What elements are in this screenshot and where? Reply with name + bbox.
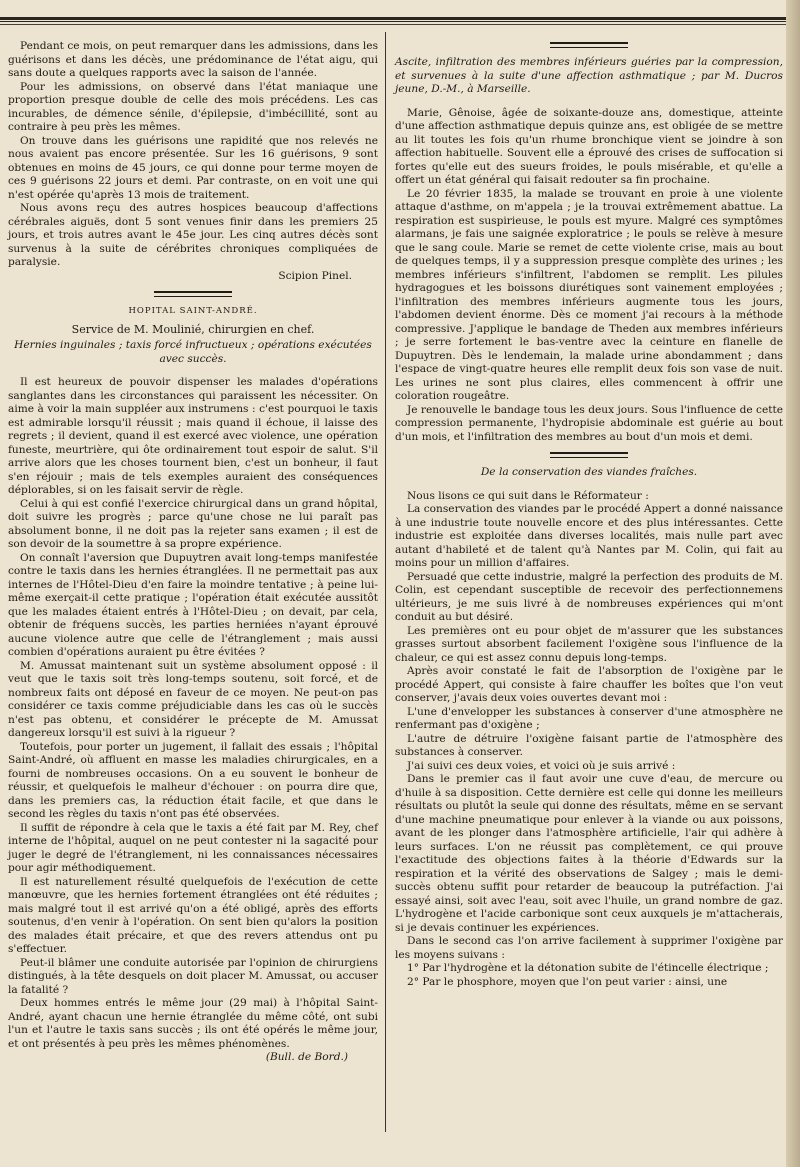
paragraph: Il est heureux de pouvoir dispenser les malades d'opérations sanglantes dans les circonstances qui paraissent les nécessiter. On aime à voir la main suppléer aux instrumens : c'est pourquoi le taxis est admirable lorsqu'il réussit ; mais quand il échoue, il laisse des regrets ; il devient, quand il est exercé avec violence, une opération funeste, meurtrière, qui ôte ordinairement tout espoir de salut. S'il arrive alors que les choses tournent bien, c'est un bonheur, il faut s'en réjouir ; mais de tels exemples auraient des conséquences déplorables, si on les faisait servir de règle. — [8, 376, 378, 496]
paragraph: Dans le second cas l'on arrive facilement à supprimer l'oxigène par les moyens suivans : — [395, 935, 783, 961]
paragraph: Nous lisons ce qui suit dans le Réformateur : — [407, 489, 649, 502]
spacer — [8, 366, 378, 376]
paragraph: Je renouvelle le bandage tous les deux jours. Sous l'influence de cette compression permanente, l'hydropisie abdominale est guérie au bout d'un mois, et l'infiltration des membres au bout d'un mois et demi. — [395, 403, 783, 443]
paragraph: Peut-il blâmer une conduite autorisée par l'opinion de chirurgiens distingués, à la tête desquels on doit placer M. Amussat, ou accuser la fatalité ? — [8, 956, 378, 996]
section-separator — [154, 291, 232, 297]
paragraph: 1° Par l'hydrogène et la détonation subite de l'étincelle électrique ; — [407, 962, 769, 974]
paragraph: M. Amussat maintenant suit un système absolument opposé : il veut que le taxis soit très long-temps soutenu, soit forcé, et de nombreux faits ont déposé en faveur de ce moyen. Ne peut-on pas considérer ce taxis comme préjudiciable dans les cas où le succès n'est pas obtenu, et considérer le précepte de M. Amussat dangereux lorsqu'il est suivi à la rigueur ? — [8, 659, 378, 739]
topic-heading: Hernies inguinales ; taxis forcé infructueux ; opérations exécutées avec succès. — [14, 339, 372, 365]
paragraph: L'autre de détruire l'oxigène faisant partie de l'atmosphère des substances à conserver. — [395, 732, 783, 758]
paragraph: Marie, Gênoise, âgée de soixante-douze ans, domestique, atteinte d'une affection asthmatique depuis quinze ans, est obligée de se mettre au lit toutes les fois qu'un rhume bronchique vient se joindre à son affection habituelle. Souvent elle a éprouvé des crises de suffocation si fortes qu'elle eut des sueurs froides, le pouls misérable, et qu'elle a offert un état général qui faisait redouter sa fin prochaine. — [395, 106, 783, 186]
paragraph: On connaît l'aversion que Dupuytren avait long-temps manifestée contre le taxis dans les hernies étranglées. Il ne permettait pas aux internes de l'Hôtel-Dieu d'en faire la moindre tentative ; à peine lui-même exerçait-il cette pratique ; l'opération était exécutée aussitôt que les malades étaient entrés à l'Hôtel-Dieu ; on devait, par cela, obtenir de fréquens succès, les parties herniées n'ayant éprouvé aucune violence autre que celle de l'étranglement ; mais aussi combien d'opérations auraient pu être évitées ? — [8, 551, 378, 658]
case-title: Ascite, infiltration des membres inférieurs guéries par la compression, et survenues à la suite d'une affection asthmatique ; par M. Ducros jeune, D.-M., à Marseille. — [395, 56, 783, 95]
paragraph: L'une d'envelopper les substances à conserver d'une atmosphère ne renfermant pas d'oxigène ; — [395, 705, 783, 731]
source-citation: (Bull. de Bord.) — [265, 1051, 348, 1063]
paragraph: Le 20 février 1835, la malade se trouvant en proie à une violente attaque d'asthme, on m'appela ; je la trouvai extrêmement abattue. La respiration est suspirieuse, le pouls est myure. Malgré ces symptômes alarmans, je fais une saignée exploratrice ; le pouls se relève à mesure que le sang coule. Marie se remet de cette violente crise, mais au bout de quelques temps, il y a suppression presque complète des urines ; les membres inférieurs s'infiltrent, l'abdomen se remplit. Les pilules hydragogues et les boissons diurétiques sont vainement employées ; l'infiltration des membres inférieurs augmente tous les jours, l'abdomen devient énorme. Dès ce moment j'ai recours à la méthode compressive. J'applique le bandage de Theden aux membres inférieurs ; je serre fortement le bas-ventre avec la ceinture en flanelle de Dupuytren. Dès le lendemain, la malade urine abondamment ; dans l'espace de vingt-quatre heures elle remplit deux fois son vase de nuit. Les urines ne sont plus claires, elles commencent à offrir une coloration rougeâtre. — [395, 187, 783, 402]
paragraph: La conservation des viandes par le procédé Appert a donné naissance à une industrie toute nouvelle encore et des plus intéressantes. Cette industrie est exploitée dans diverses localités, mais nulle part avec autant d'habileté et de talent qu'à Nantes par M. Colin, qui fait au moins pour un million d'affaires. — [395, 503, 783, 569]
section-separator — [550, 452, 628, 458]
conservation-title: De la conservation des viandes fraîches. — [480, 466, 698, 478]
hospital-heading: HOPITAL SAINT-ANDRÉ. — [128, 306, 258, 316]
paragraph: Il est naturellement résulté quelquefois de l'exécution de cette manœuvre, que les hernies fortement étranglées ont été réduites ; mais malgré tout il est arrivé qu'on a été obligé, après des efforts soutenus, d'en venir à l'opération. On sent bien qu'alors la position des malades était précaire, et que des revers attendus ont pu s'effectuer. — [8, 875, 378, 955]
service-heading: Service de M. Moulinié, chirurgien en chef. — [71, 322, 315, 336]
paragraph: On trouve dans les guérisons une rapidité que nos relevés ne nous avaient pas encore présentée. Sur les 16 guérisons, 9 sont obtenues en moins de 45 jours, ce qui donne pour terme moyen de ces 9 guérisons 22 jours et demi. Par contraste, on en voit une qui n'est opérée qu'après 13 mois de traitement. — [8, 134, 378, 201]
top-double-rule — [0, 17, 800, 22]
paragraph: Après avoir constaté le fait de l'absorption de l'oxigène par le procédé Appert, qui consiste à faire chauffer les boîtes que l'on veut conserver, j'avais deux voies ouvertes devant moi : — [395, 665, 783, 704]
column-divider — [385, 32, 386, 1132]
paragraph: Il suffit de répondre à cela que le taxis a été fait par M. Rey, chef interne de l'hôpital, auquel on ne peut contester ni la sagacité pour juger le degré de l'étranglement, ni les connaissances nécessaires pour agir méthodiquement. — [8, 821, 378, 874]
paragraph: J'ai suivi ces deux voies, et voici où je suis arrivé : — [407, 759, 676, 772]
paragraph: Pour les admissions, on observé dans l'état maniaque une proportion presque double de celle des mois précédens. Les cas incurables, de démence sénile, d'épilepsie, d'imbécillité, sont au contraire à peu près les mêmes. — [8, 80, 378, 133]
section-separator — [550, 42, 628, 48]
paragraph: Dans le premier cas il faut avoir une cuve d'eau, de mercure ou d'huile à sa disposition. Cette dernière est celle qui donne les meilleurs résultats ou plutôt la seule qui donne des résultats, même en se servant d'une machine pneumatique pour enlever à la viande ou aux poissons, avant de les plonger dans l'atmosphère artificielle, l'air qui adhère à leurs surfaces. L'on ne réussit pas complètement, ce qui prouve l'exactitude des objections faites à la théorie d'Edwards sur la respiration et la vérité des observations de Salgey ; mais le demi-succès obtenu suffit pour retarder de beaucoup la putréfaction. J'ai essayé ainsi, soit avec l'eau, soit avec l'huile, un grand nombre de gaz. L'hydrogène et l'acide carbonique sont ceux auxquels je m'attacherais, si je devais continuer les expériences. — [395, 773, 783, 934]
signature: Scipion Pinel. — [278, 269, 352, 282]
paragraph: Persuadé que cette industrie, malgré la perfection des produits de M. Colin, est cependant susceptible de recevoir des perfectionnemens ultérieurs, je me suis livré à de nombreuses expériences qui m'ont conduit au but désiré. — [395, 570, 783, 623]
paragraph: Nous avons reçu des autres hospices beaucoup d'affections cérébrales aiguës, dont 5 sont venues finir dans les premiers 25 jours, et trois autres avant le 45e jour. Les cinq autres décès sont survenus à la suite de cérébrites chroniques compliquées de paralysie. — [8, 202, 378, 268]
left-column — [8, 40, 378, 1065]
paragraph: Celui à qui est confié l'exercice chirurgical dans un grand hôpital, doit suivre les progrès ; parce qu'une chose ne lui paraît pas absolument bonne, il ne doit pas la rejeter sans examen ; il est de son devoir de la soumettre à sa propre expérience. — [8, 497, 378, 550]
paragraph: Deux hommes entrés le même jour (29 mai) à l'hôpital Saint-André, ayant chacun une hernie étranglée du même côté, ont subi l'un et l'autre le taxis sans succès ; ils ont été opérés le même jour, et ont présentés à peu près les mêmes phénomènes. — [8, 997, 378, 1050]
right-column — [395, 34, 783, 989]
paragraph: Toutefois, pour porter un jugement, il fallait des essais ; l'hôpital Saint-André, où affluent en masse les maladies chirurgicales, en a fourni de nombreuses occasions. On a eu souvent le bonheur de réussir, et quelquefois le malheur d'échouer : on pourra dire que, dans les premiers cas, la réduction était facile, et que dans le second les règles du taxis n'ont pas été observées. — [8, 740, 378, 820]
paragraph: Les premières ont eu pour objet de m'assurer que les substances grasses surtout absorbent facilement l'oxigène sous l'influence de la chaleur, ce qui est assez connu depuis long-temps. — [395, 624, 783, 664]
top-thin-rule — [0, 24, 800, 25]
spacer — [395, 480, 783, 490]
spacer — [395, 97, 783, 107]
paragraph: Pendant ce mois, on peut remarquer dans les admissions, dans les guérisons et dans les décès, une prédominance de l'état aigu, qui sans doute a quelques rapports avec la saison de l'année. — [8, 40, 378, 79]
paragraph: 2° Par le phosphore, moyen que l'on peut varier : ainsi, une — [407, 975, 728, 988]
page-edge — [786, 0, 800, 1167]
